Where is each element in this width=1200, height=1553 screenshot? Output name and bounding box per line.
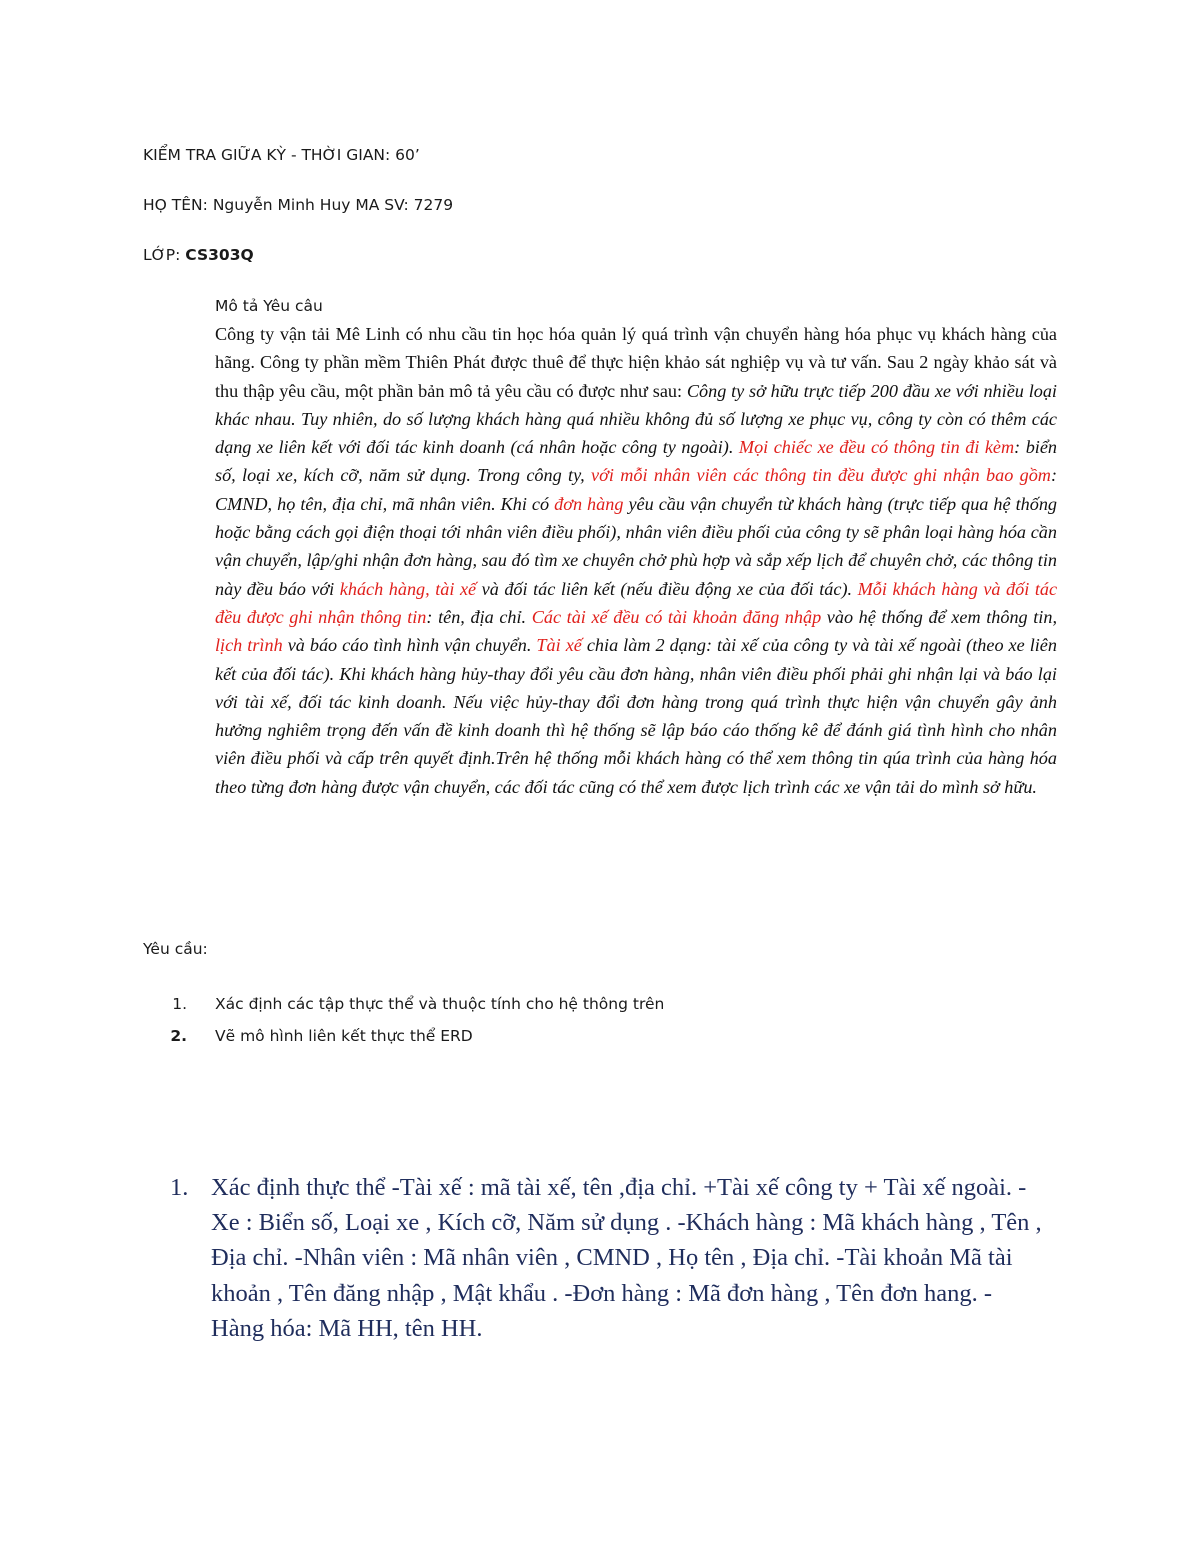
answer-number: 1. xyxy=(170,1174,189,1201)
student-info-line xyxy=(143,196,453,214)
description-intro: Công ty vận tải Mê Linh có nhu cầu tin học hóa quản lý quá trình vận chuyển hàng hóa phục vụ khách hàng của hãng. Công ty phần mềm Thiên Phát được thuê để thực hiện khảo sát nghiệp vụ và tư vấn. Sau 2 ngày khảo sát và thu thập yêu cầu, một phần bản mô tả yêu cầu có được như sau: xyxy=(215,324,1057,401)
list-item: 2. Vẽ mô hình liên kết thực thể ERD xyxy=(170,1027,473,1045)
description-title: Mô tả Yêu câu xyxy=(215,297,323,315)
description-body: Công ty vận tải Mê Linh có nhu cầu tin học hóa quản lý quá trình vận chuyển hàng hóa phục vụ khách hàng của hãng. Công ty phần mềm Thiên Phát được thuê để thực hiện khảo sát nghiệp vụ và tư vấn. Sau 2 ngày khảo sát và thu thập yêu cầu, một phần bản mô tả yêu cầu có được như sau: Công ty sở hữu trực tiếp 200 đầu xe với nhiều loại khác nhau. Tuy nhiên, do số lượng khách hàng quá nhiều không đủ số lượng xe phục vụ, công ty còn có thêm các dạng xe liên kết với đối tác kinh doanh (cá nhân hoặc công ty ngoài). Mọi chiếc xe đều có thông tin đi kèm: biển số, loại xe, kích cỡ, năm sử dụng. Trong công ty, với mỗi nhân viên các thông tin đều được ghi nhận bao gồm: CMND, họ tên, địa chỉ, mã nhân viên. Khi có đơn hàng yêu cầu vận chuyển từ khách hàng (trực tiếp qua hệ thống hoặc bằng cách gọi điện thoại tới nhân viên điều phối), nhân viên điều phối của công ty sẽ phân loại hàng hóa cần vận chuyển, lập/ghi nhận đơn hàng, sau đó tìm xe chuyên chở phù hợp và sắp xếp lịch để chuyên chở, các thông tin này đều báo với khách hàng, tài xế và đối tác liên kết (nếu điều động xe của đối tác). Mỗi khách hàng và đối tác đều được ghi nhận thông tin: tên, địa chỉ. Các tài xế đều có tài khoản đăng nhập vào hệ thống để xem thông tin, lịch trình và báo cáo tình hình vận chuyển. Tài xế chia làm 2 dạng: tài xế của công ty và tài xế ngoài (theo xe liên kết của đối tác). Khi khách hàng hủy-thay đổi yêu cầu đơn hàng, nhân viên điều phối phải ghi nhận lại và báo lại với tài xế, đối tác kinh doanh. Nếu việc hủy-thay đổi đơn hàng trong quá trình thực hiện vận chuyển gây ảnh hưởng nghiêm trọng đến vấn đề kinh doanh thì hệ thống sẽ lập báo cáo thống kê để đánh giá tình hình cho nhân viên điều phối và cấp trên quyết định.Trên hệ thống mỗi khách hàng có thể xem thông tin qúa trình của hàng hóa theo từng đơn hàng được vận chuyển, các đối tác cũng có thể xem được lịch trình các xe vận tải do mình sở hữu. xyxy=(215,324,1058,797)
student-id-label: MA SV: xyxy=(355,196,409,214)
description-block xyxy=(215,292,1057,801)
class-label: LỚP: xyxy=(143,246,181,264)
name-value: Nguyễn Minh Huy xyxy=(212,196,351,214)
requirements-title: Yêu cầu: xyxy=(143,940,208,958)
class-value: CS303Q xyxy=(185,246,254,264)
answer-block xyxy=(170,1170,1050,1346)
student-id-value: 7279 xyxy=(413,196,454,214)
exam-title: KIỂM TRA GIỮA KỲ - THỜI GIAN: 60’ xyxy=(143,146,420,164)
class-line xyxy=(143,246,254,264)
answer-text: Xác định thực thể -Tài xế : mã tài xế, tên ,địa chỉ. +Tài xế công ty + Tài xế ngoài. -Xe : Biển số, Loại xe , Kích cỡ, Năm sử dụng . -Khách hàng : Mã khách hàng , Tên , Địa chỉ. -Nhân viên : Mã nhân viên , CMND , Họ tên , Địa chỉ. -Tài khoản Mã tài khoản , Tên đăng nhập , Mật khẩu . -Đơn hàng : Mã đơn hàng , Tên đơn hang. - Hàng hóa: Mã HH, tên HH. xyxy=(211,1174,1042,1342)
list-item: 1. Xác định các tập thực thể và thuộc tính cho hệ thông trên xyxy=(172,995,665,1013)
name-label: HỌ TÊN: xyxy=(143,196,208,214)
requirements-list xyxy=(143,988,664,1052)
